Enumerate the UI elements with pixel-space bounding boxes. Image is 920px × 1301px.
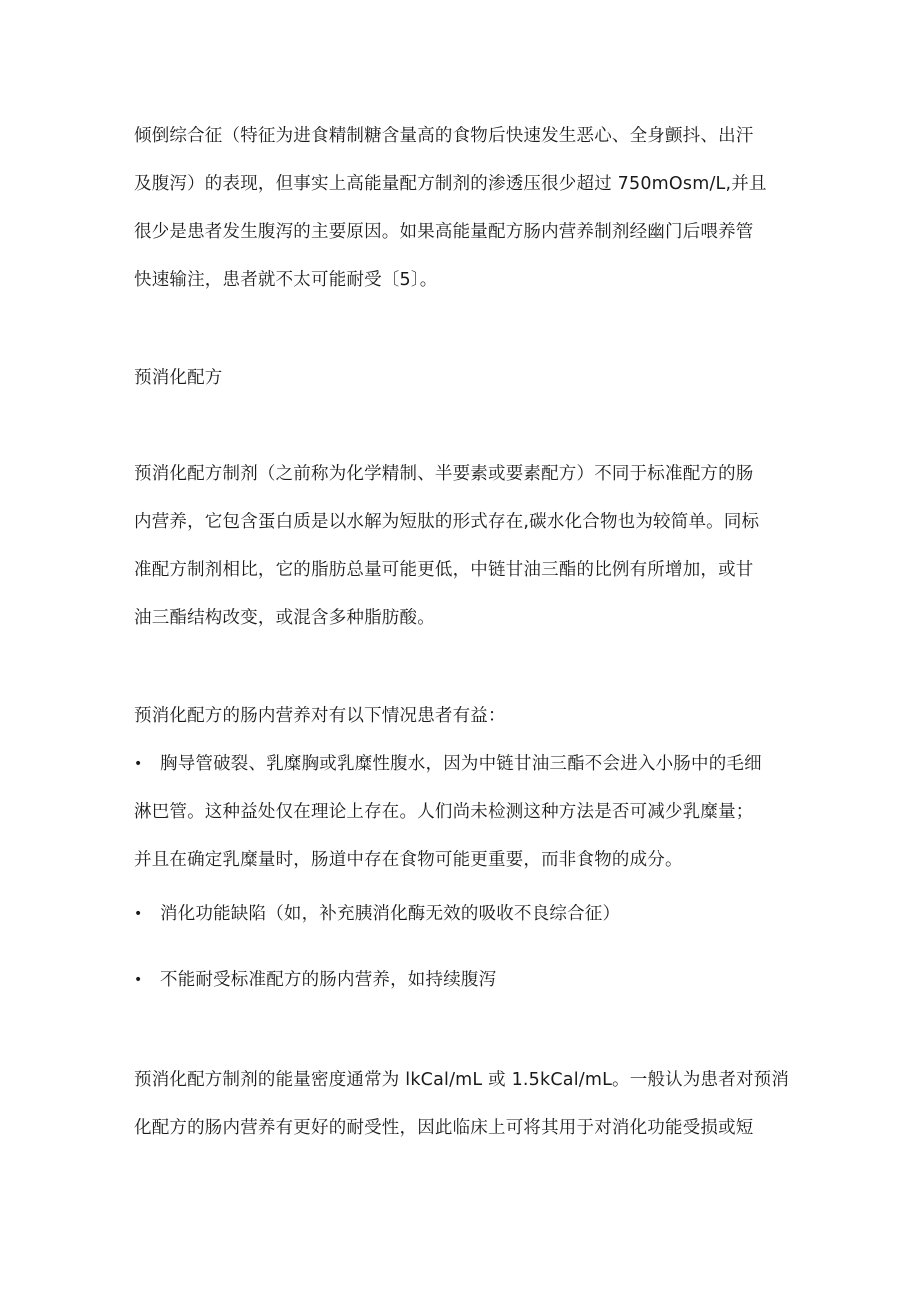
paragraph-line: 及腹泻）的表现，但事实上高能量配方制剂的渗透压很少超过 750mOsm/L,并且 — [134, 174, 767, 194]
paragraph-line: 预消化配方制剂的能量密度通常为 lkCal/mL 或 1.5kCal/mL。一般认为患者对预消 — [134, 1070, 790, 1090]
section-heading: 预消化配方 — [134, 368, 223, 388]
paragraph-line: 内营养，它包含蛋白质是以水解为短肽的形式存在,碳水化合物也为较简单。同标 — [134, 512, 760, 532]
paragraph-line: 准配方制剂相比，它的脂肪总量可能更低，中链甘油三酯的比例有所增加，或甘 — [134, 560, 754, 580]
list-item-line: 胸导管破裂、乳糜胸或乳糜性腹水，因为中链甘油三酯不会进入小肠中的毛细 — [160, 754, 762, 774]
list-item-line: 不能耐受标准配方的肠内营养，如持续腹泻 — [160, 970, 497, 990]
list-item-line: 淋巴管。这种益处仅在理论上存在。人们尚未检测这种方法是否可减少乳糜量； — [134, 802, 754, 822]
paragraph-line: 预消化配方制剂（之前称为化学精制、半要素或要素配方）不同于标准配方的肠 — [134, 464, 754, 484]
paragraph-line: 化配方的肠内营养有更好的耐受性，因此临床上可将其用于对消化功能受损或短 — [134, 1118, 754, 1138]
list-intro: 预消化配方的肠内营养对有以下情况患者有益： — [134, 706, 506, 726]
bullet-marker: • — [134, 906, 143, 922]
list-item-line: 并且在确定乳糜量时，肠道中存在食物可能更重要，而非食物的成分。 — [134, 850, 683, 870]
bullet-marker: • — [134, 756, 143, 772]
paragraph-line: 很少是患者发生腹泻的主要原因。如果高能量配方肠内营养制剂经幽门后喂养管 — [134, 222, 754, 242]
paragraph-line: 油三酯结构改变，或混含多种脂肪酸。 — [134, 608, 435, 628]
paragraph-line: 倾倒综合征（特征为进食精制糖含量高的食物后快速发生恶心、全身颤抖、出汗 — [134, 126, 754, 146]
bullet-marker: • — [134, 972, 143, 988]
list-item-line: 消化功能缺陷（如，补充胰消化酶无效的吸收不良综合征） — [160, 904, 621, 924]
paragraph-line: 快速输注，患者就不太可能耐受〔5〕。 — [134, 270, 438, 290]
